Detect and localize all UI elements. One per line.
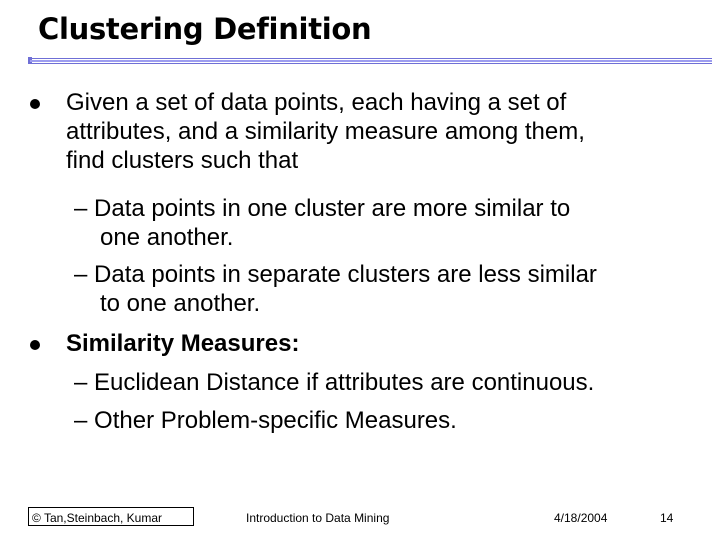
bullet-1-line-3: find clusters such that [66, 147, 299, 174]
dash-marker: – [74, 195, 88, 222]
footer-page-number: 14 [660, 511, 674, 525]
footer-course: Introduction to Data Mining [246, 511, 390, 525]
sub-item-1-line-1: Data points in one cluster are more similar to [94, 195, 571, 222]
bullet-dot-icon [30, 340, 40, 350]
slide-title: Clustering Definition [38, 12, 372, 46]
sub-item-1-line-2: one another. [100, 224, 234, 251]
footer-copyright: © Tan,Steinbach, Kumar [32, 511, 163, 525]
title-underline-top [30, 58, 712, 59]
sub-item-2-line-1: Data points in separate clusters are less similar [94, 261, 597, 288]
sub-item-1 [74, 194, 570, 223]
title-underline-middle [30, 60, 712, 62]
bullet-dot-icon [30, 99, 40, 109]
sub-item-3-line-1: Euclidean Distance if attributes are continuous. [94, 369, 595, 396]
bullet-1-line-2: attributes, and a similarity measure among them, [66, 118, 585, 145]
sub-item-2 [74, 260, 597, 289]
sub-item-4 [74, 406, 457, 435]
sub-item-4-line-1: Other Problem-specific Measures. [94, 407, 457, 434]
title-underline-bottom [30, 63, 712, 64]
dash-marker: – [74, 261, 88, 288]
sub-item-3 [74, 368, 594, 397]
footer-date: 4/18/2004 [554, 511, 608, 525]
dash-marker: – [74, 369, 88, 396]
bullet-1-line-1: Given a set of data points, each having a set of [66, 89, 567, 116]
bullet-2-line-1: Similarity Measures: [66, 330, 300, 357]
dash-marker: – [74, 407, 88, 434]
sub-item-2-line-2: to one another. [100, 290, 261, 317]
